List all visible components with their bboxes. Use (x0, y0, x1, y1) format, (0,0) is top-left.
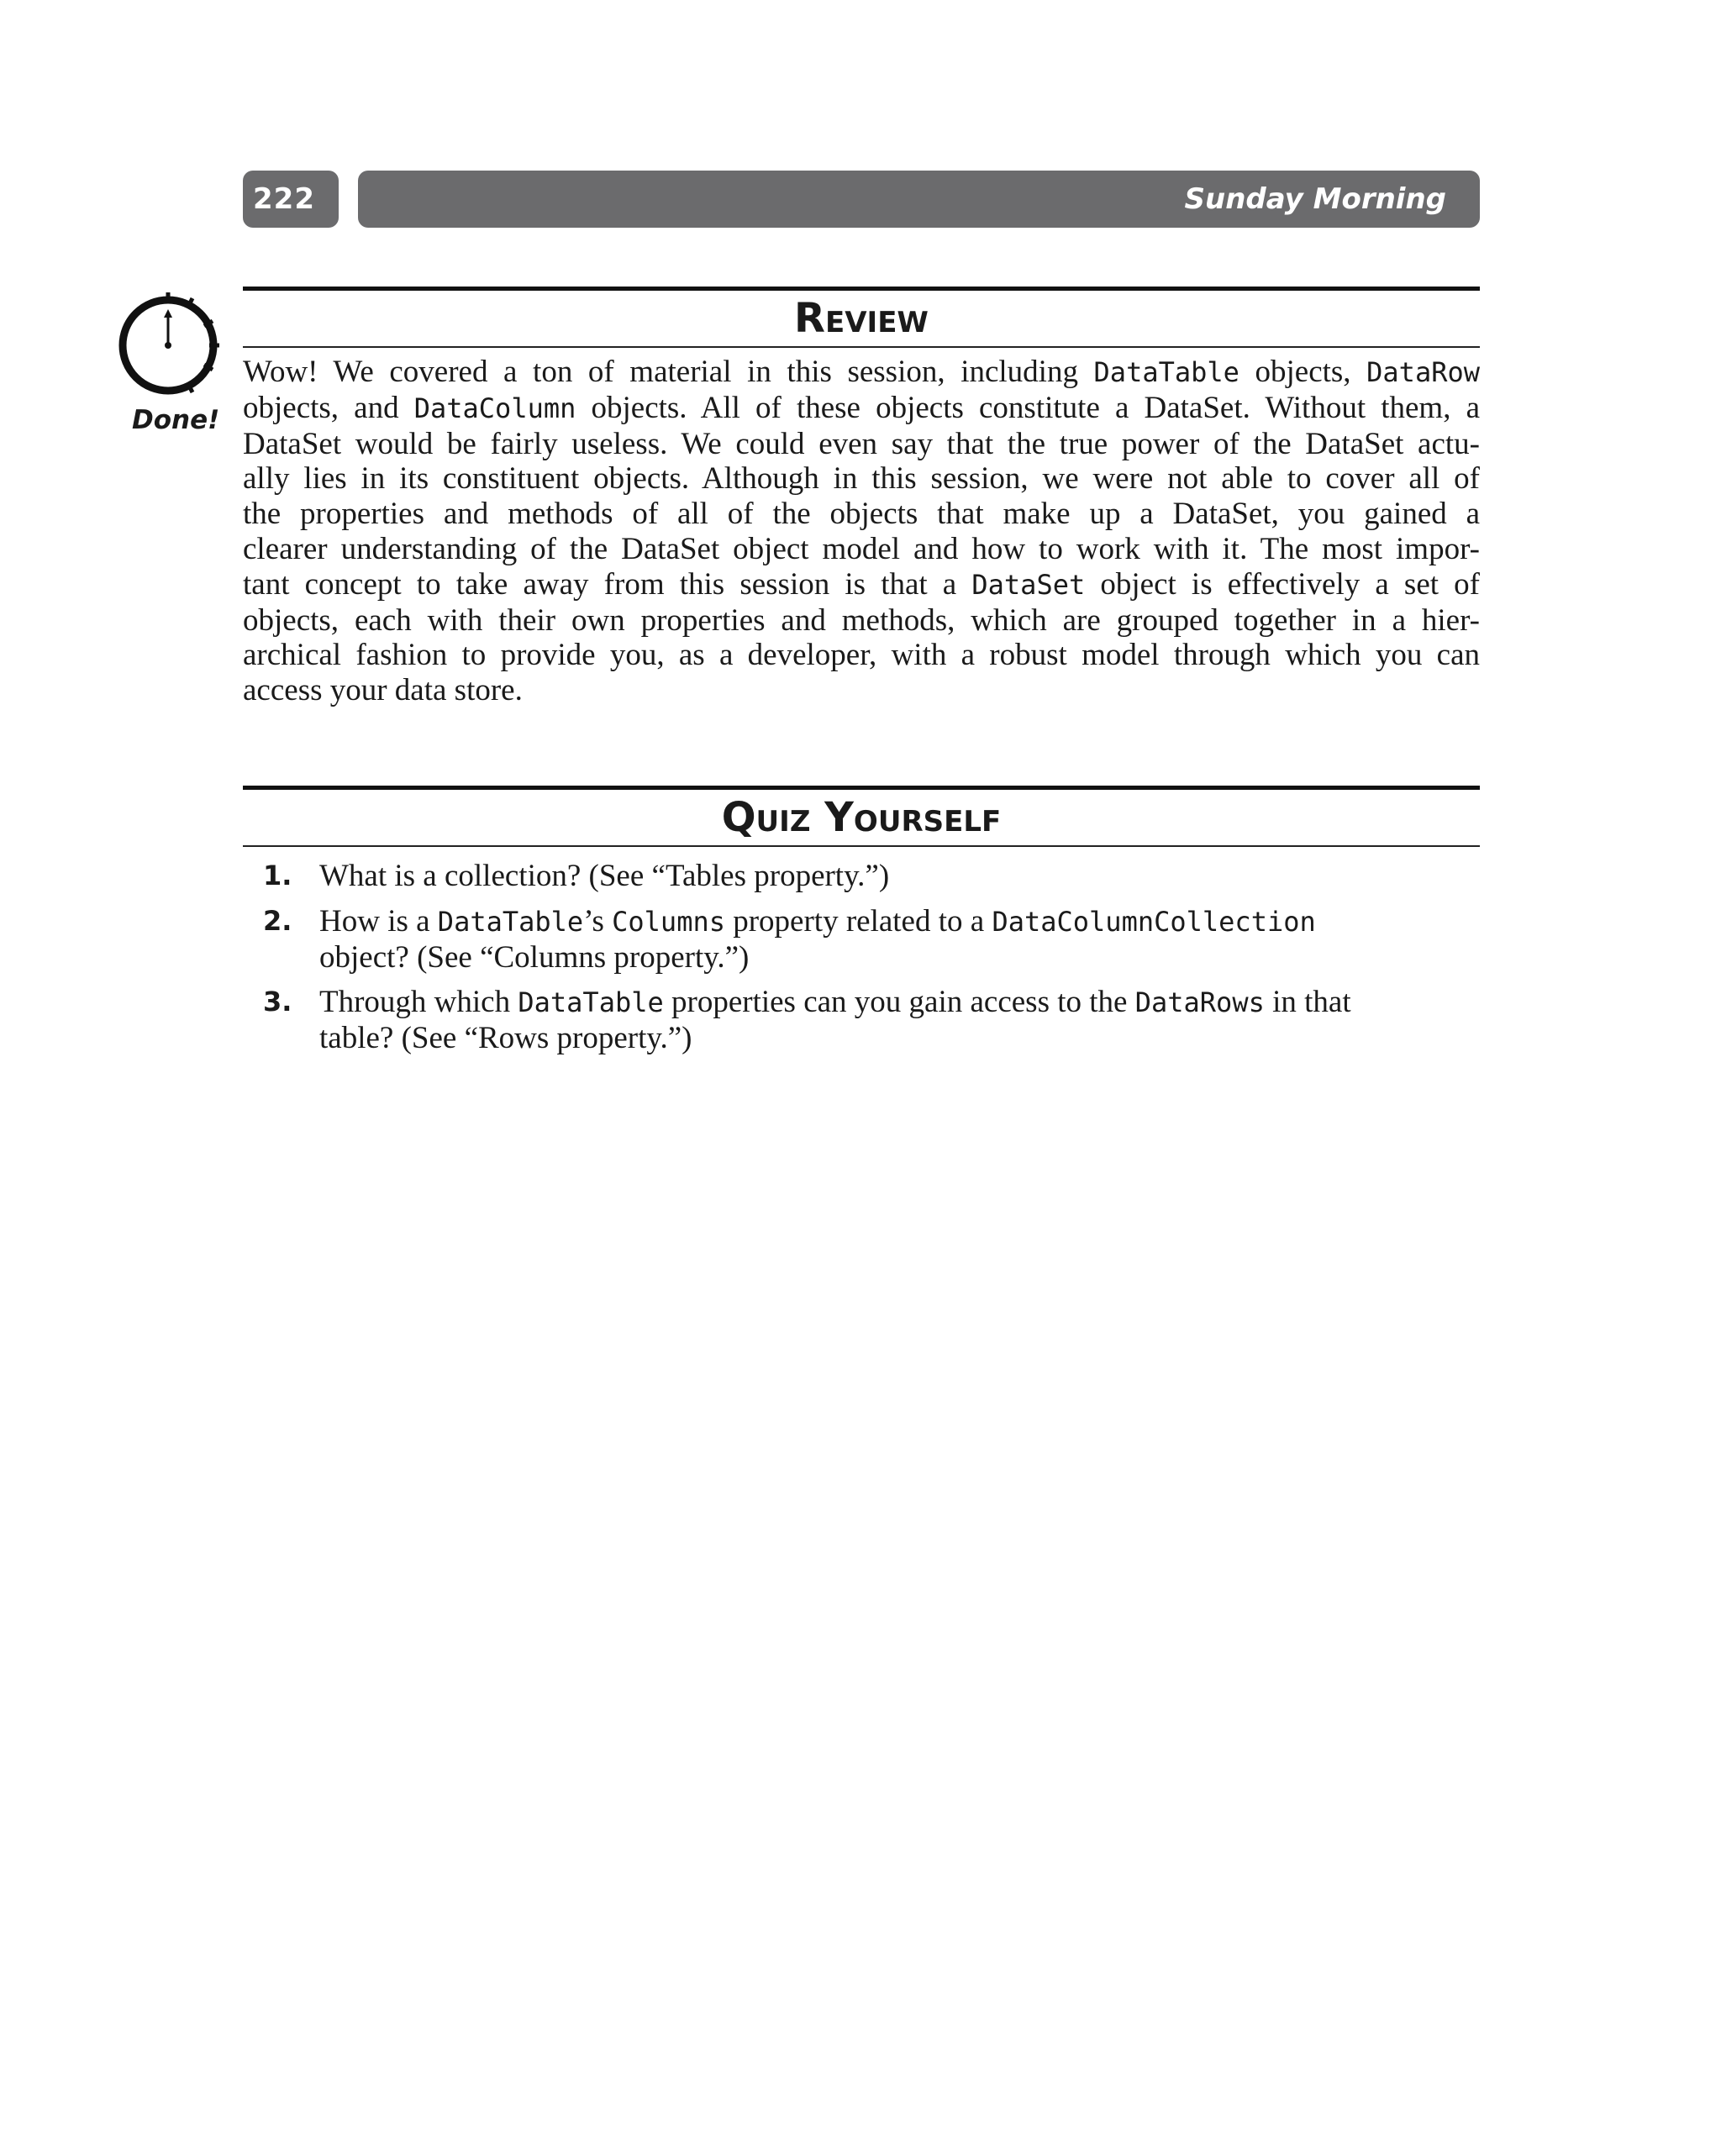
done-icon-group (113, 291, 223, 450)
text-run: How is a (319, 903, 438, 939)
text-line (243, 603, 1480, 639)
done-label: Done! (132, 405, 220, 435)
text-line (243, 355, 1480, 391)
text-line (319, 940, 1480, 975)
code-term: DataColumnCollection (992, 905, 1316, 938)
code-term: DataTable (518, 986, 664, 1019)
text-run: in that (1264, 985, 1351, 1020)
text-run: tant concept to take away from this session is that a (243, 566, 972, 602)
quiz-list (243, 859, 1480, 1056)
text-run: object? (See “Columns property.”) (319, 939, 750, 975)
section-rule-bottom (243, 845, 1480, 847)
text-run: DataSet would be fairly useless. We could even say that the true power of the DataSet actu- (243, 426, 1480, 461)
quiz-item (243, 859, 1480, 894)
review-section (243, 287, 1480, 708)
code-term: DataRow (1366, 356, 1480, 388)
text-run: ally lies in its constituent objects. Although in this session, we were not able to cover all of (243, 461, 1480, 497)
text-line (319, 1021, 1480, 1056)
text-run: Through which (319, 985, 518, 1020)
code-term: DataSet (971, 568, 1086, 601)
text-line (243, 427, 1480, 462)
text-run: What is a collection? (See “Tables property.”) (319, 859, 890, 893)
text-run: Wow! We covered a ton of material in this session, including (243, 355, 1094, 389)
running-head-title: Sunday Morning (358, 171, 1480, 228)
text-line (243, 673, 1480, 708)
quiz-item (243, 904, 1480, 975)
text-line (243, 497, 1480, 532)
text-run: ’s (583, 903, 613, 939)
text-run: objects, and (243, 390, 414, 425)
quiz-item-number: 1. (263, 860, 292, 891)
text-run: property related to a (724, 903, 992, 939)
text-run: access your data store. (243, 673, 523, 708)
text-run: archical fashion to provide you, as a developer, with a robust model through which you can (243, 638, 1480, 673)
text-line (319, 904, 1480, 940)
text-run: object is effectively a set of (1085, 566, 1480, 602)
code-term: DataColumn (413, 392, 576, 424)
section-rule-bottom (243, 346, 1480, 348)
page-number: 222 (243, 171, 339, 228)
quiz-item (243, 985, 1480, 1056)
code-term: Columns (612, 905, 725, 938)
code-term: DataRows (1134, 986, 1265, 1019)
text-run: table? (See “Rows property.”) (319, 1021, 692, 1056)
text-line (243, 391, 1480, 427)
text-run: clearer understanding of the DataSet object model and how to work with it. The most impor- (243, 531, 1480, 566)
text-run: objects, each with their own properties and methods, which are grouped together in a hier- (243, 602, 1480, 638)
text-line (319, 985, 1480, 1021)
text-run: objects. All of these objects constitute a DataSet. Without them, a (576, 390, 1480, 425)
text-line (243, 567, 1480, 603)
clock-icon (113, 291, 223, 400)
quiz-section (243, 786, 1480, 1066)
review-paragraph (243, 355, 1480, 708)
running-header (243, 171, 1480, 228)
code-term: DataTable (1093, 356, 1239, 388)
text-run: the properties and methods of all of the objects that make up a DataSet, you gained a (243, 497, 1480, 532)
text-line (243, 532, 1480, 567)
quiz-item-number: 3. (263, 986, 292, 1018)
review-heading: Review (794, 295, 929, 342)
text-line (243, 638, 1480, 673)
text-line (319, 859, 1480, 894)
text-run: properties can you gain access to the (663, 985, 1135, 1020)
text-run: objects, (1239, 355, 1367, 389)
quiz-item-number: 2. (263, 904, 292, 937)
text-line (243, 461, 1480, 497)
code-term: DataTable (437, 905, 584, 938)
quiz-heading: Quiz Yourself (721, 794, 1002, 841)
